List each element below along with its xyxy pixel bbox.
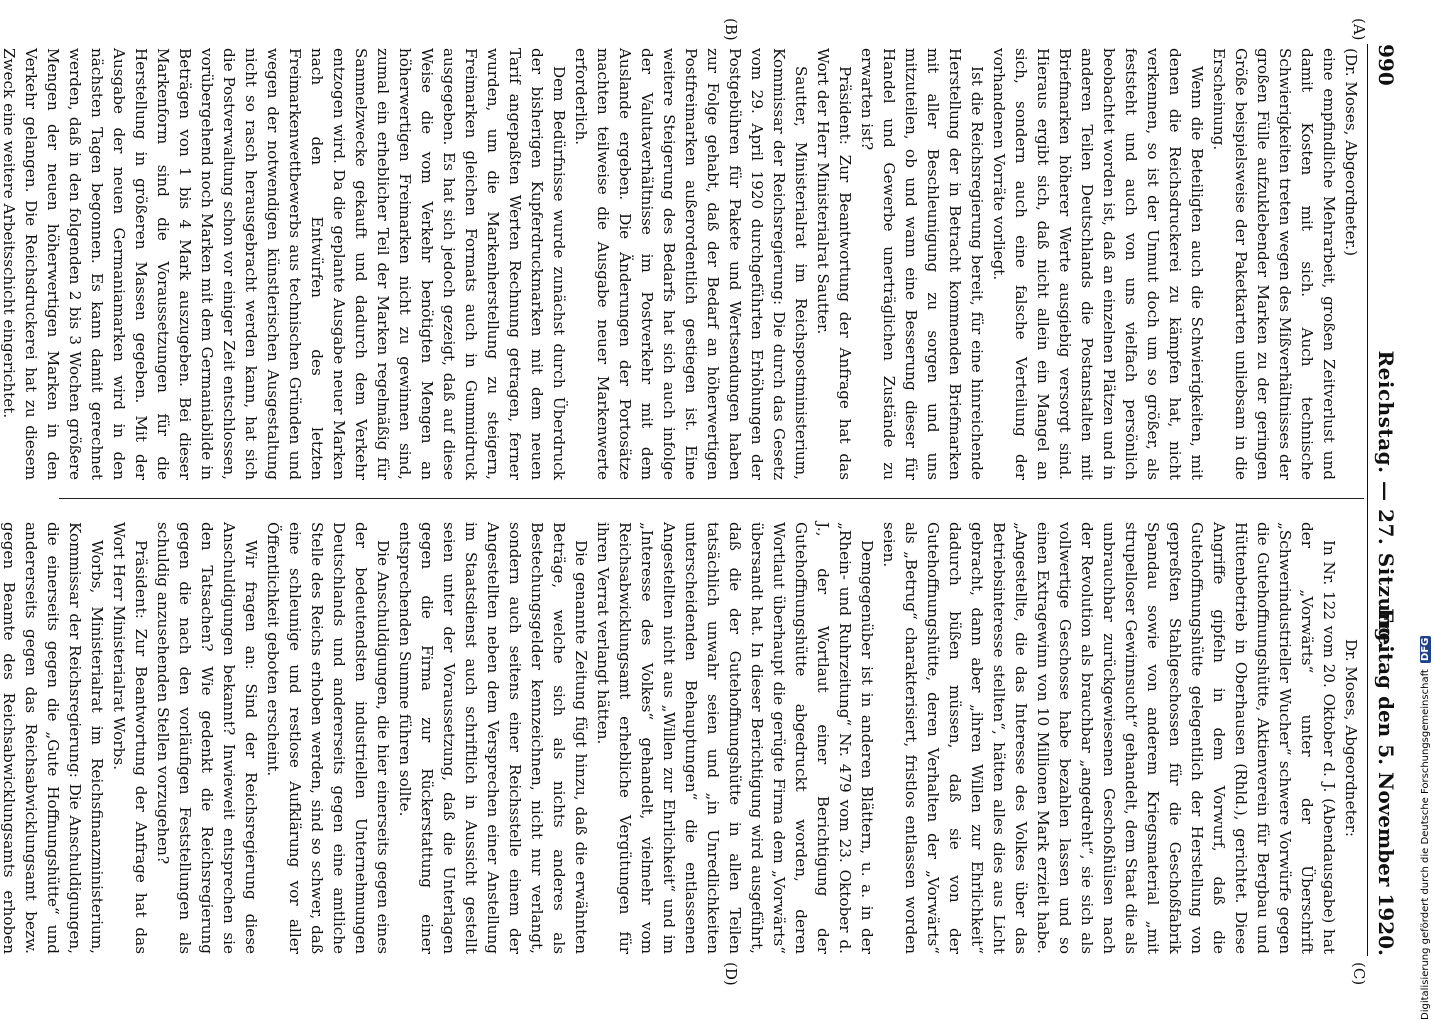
paragraph: In Nr. 122 vom 20. Oktober d. J. (Abendausgabe) hat der „Vorwärts“ unter der Überschrift „Schwerindustrieller Wucher“ schwere Vorwürfe gegen die Gutehoffnungshütte, Aktienverein für Bergbau und Hüttenbetrieb in Oberhausen (Rhld.), gerichtet. Diese Angriffe gipfeln in dem Vorwurf, daß die Gutehoffnungshütte gelegentlich der Herstellung von gepreßten Stahlgeschossen für die Geschoßfabrik Spandau sowie von anderem Kriegsmaterial „mit strupelloser Gewinnsucht“ gehandelt, dem Staat die als unbrauchbar zurückgewiesenen Geschoßhülsen nach der Revolution als brauchbar „angedreht“, sie sich als vollwertige Geschosse habe bezahlen lassen und so einen Extragewinn von 10 Millionen Mark erzielt habe. „Angestellte, die das Interesse des Volkes über das Betriebsinteresse stellten“, hätten alles dies aus Licht gebracht, dann aber „ihren Willen zur Ehrlichkeit“ dadurch büßen müssen, daß sie von der Gutehoffnungshütte, deren Verhalten der „Vorwärts“ als „Betrug“ charakterisiert, fristlos entlassen worden seien. [880, 522, 1338, 954]
left-column [0, 48, 1362, 480]
marker-d: (D) [722, 962, 740, 986]
digitization-text: Digitalisierung gefördert durch die Deutsche Forschungsgemeinschaft [1420, 669, 1431, 1020]
header-title: Reichstag. — 27. Sitzung. [1374, 350, 1398, 650]
paragraph: Ist die Reichsregierung bereit, für eine hinreichende Herstellung der in Betracht kommenden Briefmarken mit aller Beschleunigung zu sorgen und uns mitzuteilen, ob und wann eine Besserung dieser für Handel und Gewerbe unerträglichen Zustände zu erwarten ist? [858, 48, 986, 480]
speaker-statement: Sautter, Ministerialrat im Reichspostministerium, Kommissar der Reichsregierung: Die durch das Gesetz vom 29. April 1920 durchgeführten Erhöhungen der Postgebühren für Pakete und Wertsendungen haben zur Folge gehabt, daß der Bedarf an höherwertigen Postfreimarken außerordentlich gestiegen ist. Eine weitere Steigerung des Bedarfs hat sich auch infolge der Valutaverhältnisse im Postverkehr mit dem Auslande ergeben. Die Änderungen der Portosätze machten teilweise die Ausgabe neuer Markenwerte erforderlich. [572, 48, 810, 480]
paragraph: Dem Bedürfnisse wurde zunächst durch Überdruck der bisherigen Kupferdruckmarken mit dem neuen Tarif angepaßten Werten Rechnung getragen, ferner wurden, um die Markenherstellung zu steigern, Freimarken gleichen Formats auch in Gummidruck ausgegeben. Es hat sich jedoch gezeigt, daß auf diese Weise die vom Verkehr benötigten Mengen an höherwertigen Freimarken nicht zu gewinnen sind, zumal ein erheblicher Teil der Marken regelmäßig für Sammelzwecke gekauft und dadurch dem Verkehr entzogen wird. Da die geplante Ausgabe neuer Marken nach den Entwürfen des letzten Freimarkenwettbewerbs aus technischen Gründen und wegen der notwendigen künstlerischen Ausgestaltung nicht so rasch herausgebracht werden kann, hat sich die Postverwaltung schon vor einiger Zeit entschlossen, vorübergehend noch Marken mit dem Germaniabilde in Beträgen von 1 bis 4 Mark auszugeben. Bei dieser Markenform sind die Voraussetzungen für die Herstellung in größeren Massen gegeben. Mit der Ausgabe der neuen Germaniamarken wird in den nächsten Tagen begonnen. Es kann damit gerechnet werden, daß in den folgenden 2 bis 3 Wochen größere Mengen der neuen höherwertigen Marken in den Verkehr gelangen. Die Reichsdruckerei hat zu diesem Zweck eine weitere Arbeitsschicht eingerichtet. [0, 48, 568, 480]
paragraph: Demgegenüber ist in anderen Blättern, u. a. in der „Rhein- und Ruhrzeitung“ Nr. 479 vom 23. Oktober d. J., der Wortlaut einer Berichtigung der Gutehoffnungshütte abgedruckt worden, deren Wortlaut überhaupt die gerügte Firma dem „Vorwärts“ übersandt hat. In dieser Berichtigung wird ausgeführt, daß die der Gutehoffnungshütte in allen Teilen tatsächlich unwahr seien und „in Unredlichkeiten unterscheidenden Behauptungen“ die entlassenen Angestellten nicht aus „Willen zur Ehrlichkeit“ und im „Interesse des Volkes“ gehandelt, vielmehr vom Reichsabwicklungsamt erhebliche Vergütungen für ihren Verrat verlangt hätten. [594, 522, 876, 954]
paragraph: Wir fragen an: Sind der Reichsregierung diese Anschuldigungen bekannt? Inwieweit entsprechen sie den Tatsachen? Wie gedenkt die Reichsregierung gegen die nach den vorläufigen Feststellungen als schuldig anzusehenden Stellen vorzugehen? [154, 522, 260, 954]
marker-a: (A) [1350, 18, 1368, 41]
page-number: 990 [1374, 44, 1398, 86]
marker-b: (B) [722, 18, 740, 41]
dfg-logo: DFG [1420, 637, 1431, 661]
page-header [1367, 44, 1398, 956]
speaker-statement: Worbs, Ministerialrat im Reichsfinanzministerium, Kommissar der Reichsregierung: Die Anschuldigungen, die einerseits gegen die „Gute Hoffnungshütte“ und andererseits gegen das Reichsabwicklungsamt bezw. gegen Beamte des Reichsabwicklungsamts erhoben [0, 522, 106, 954]
digitization-note [1420, 380, 1434, 1020]
paragraph: Die genannte Zeitung fügt hinzu, daß die erwähnten Beträge, welche sich als nichts anderes als Bestechungsgelder kennzeichnen, nicht nur verlangt, sondern auch seitens einer Reichsstelle einem der Angestellten neben dem Versprechen einer Anstellung im Staatsdienst auch schriftlich in Aussicht gestellt seien unter der Voraussetzung, daß die Unterlagen gegen die Firma zur Rückerstattung einer entsprechenden Summe führen sollte. [396, 522, 590, 954]
speaker-line: (Dr. Moses, Abgeordneter.) [1342, 48, 1360, 257]
paragraph: Wenn die Beteiligten auch die Schwierigkeiten, mit denen die Reichsdruckerei zu kämpfen hat, nicht verkennen, so ist der Unmut doch um so größer, als feststeht und auch von uns vielfach persönlich beobachtet worden ist, daß an einzelnen Plätzen und in anderen Teilen Deutschlands die Postanstalten mit Briefmarken höherer Werte ausgiebig versorgt sind. Hieraus ergibt sich, daß nicht allein ein Mangel an sich, sondern auch eine falsche Verteilung der vorhandenen Vorräte vorliegt. [990, 48, 1206, 480]
paragraph: eine empfindliche Mehrarbeit, großen Zeitverlust und damit Kosten mit sich. Auch technische Schwierigkeiten treten wegen des Mißverhältnisses der großen Fülle aufzuklebender Marken zu der geringen Größe beispielsweise der Paketkarten unliebsam in die Erscheinung. [1210, 48, 1338, 480]
column-divider [59, 498, 1364, 499]
right-column [0, 522, 1362, 954]
header-date: Freitag den 5. November 1920. [1374, 608, 1398, 956]
speaker-line: Dr. Moses, Abgeordneter: [1342, 638, 1360, 838]
marker-c: (C) [1350, 962, 1368, 986]
paragraph: Die Anschuldigungen, die hier einerseits gegen eines der bedeutendsten industriellen Unternehmungen Deutschlands und andererseits gegen eine amtliche Stelle des Reichs erhoben werden, sind so schwer, daß eine schleunige und restlose Aufklärung vor aller Öffentlichkeit geboten erscheint. [264, 522, 392, 954]
president-statement: Präsident: Zur Beantwortung der Anfrage hat das Wort Herr Ministerialrat Worbs. [110, 522, 150, 954]
president-statement: Präsident: Zur Beantwortung der Anfrage hat das Wort der Herr Ministerialrat Sautter. [814, 48, 854, 480]
